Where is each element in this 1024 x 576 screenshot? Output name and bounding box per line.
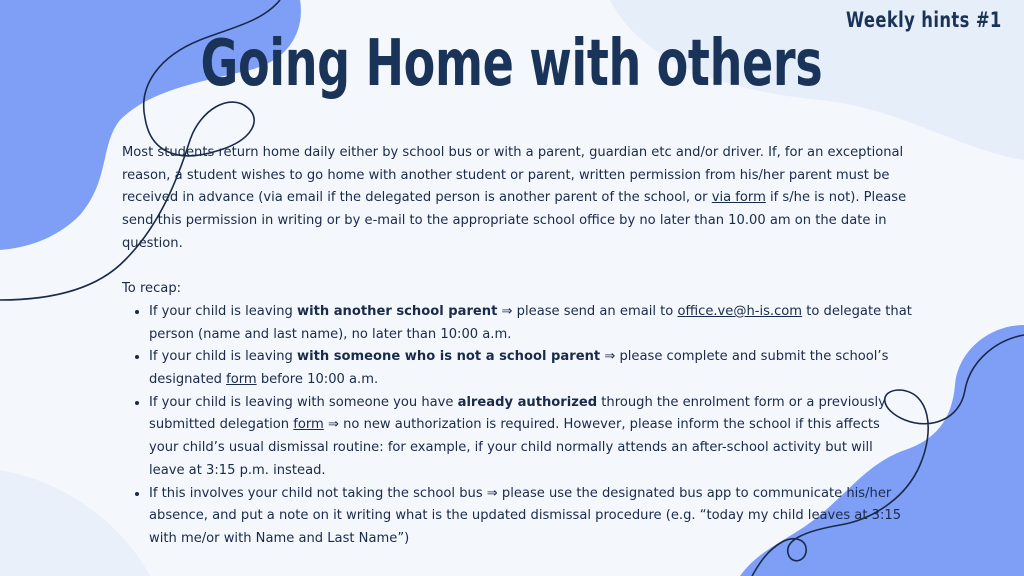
recap-item-3-bold: already authorized — [457, 394, 598, 410]
recap-item-4-text: If this involves your child not taking the school bus ⇒ please use the designated bus app to communicate his/her absence, and put a note on it writing what is the updated dismissal procedure (e.g. “today my child leaves at 3:15 with me/or with Name and Last Name”) — [149, 485, 902, 546]
recap-item-parent — [149, 301, 912, 346]
delegation-form-link[interactable]: form — [293, 417, 324, 433]
recap-item-3-text-a: If your child is leaving with someone you have — [149, 394, 458, 410]
recap-item-1-text-c: ⇒ please send an email to — [497, 303, 678, 319]
recap-item-1-bold: with another school parent — [296, 303, 498, 319]
recap-item-2-text-d: before 10:00 a.m. — [256, 372, 379, 388]
recap-list — [122, 301, 912, 551]
intro-paragraph — [122, 142, 912, 256]
main-content — [122, 142, 912, 551]
weekly-hints-label: Weekly hints #1 — [846, 8, 1002, 32]
recap-item-2-text-c: ⇒ please complete and submit the school’s designated — [149, 349, 889, 388]
recap-item-2-text-a: If your child is leaving — [149, 349, 297, 365]
recap-item-non-parent — [149, 346, 912, 391]
paragraph-spacer — [122, 256, 912, 279]
recap-item-2-bold: with someone who is not a school parent — [296, 349, 601, 365]
recap-heading: To recap: — [122, 281, 182, 297]
intro-text-1: Most students return home daily either by school bus or with a parent, guardian etc and/or driver. If, for an exceptional reason, a student wishes to go home with another student or parent, written permission from his/her parent must be received in advance (via email if the delegated person is another parent of the school, or — [122, 145, 904, 206]
via-form-link[interactable]: via form — [711, 190, 766, 206]
recap-item-3-text-d: ⇒ no new authorization is required. However, please inform the school if this affects your child’s usual dismissal routine: for example, if your child normally attends an after-school activity but will leave at 3:15 p.m. instead. — [149, 417, 880, 478]
recap-item-authorized — [149, 392, 912, 483]
recap-item-bus — [149, 483, 912, 551]
office-email-link[interactable]: office.ve@h-is.com — [677, 303, 803, 319]
intro-text-2: if s/he is not). Please send this permission in writing or by e-mail to the appropriate school office by no later than 10.00 am on the date in question. — [122, 190, 907, 251]
page-title: Going Home with others — [200, 27, 823, 101]
designated-form-link[interactable]: form — [226, 372, 257, 388]
recap-item-1-text-a: If your child is leaving — [149, 303, 297, 319]
recap-item-1-text-d: to delegate that person (name and last name), no later than 10:00 a.m. — [149, 303, 912, 342]
recap-item-3-text-c: through the enrolment form or a previously submitted delegation — [149, 394, 886, 433]
